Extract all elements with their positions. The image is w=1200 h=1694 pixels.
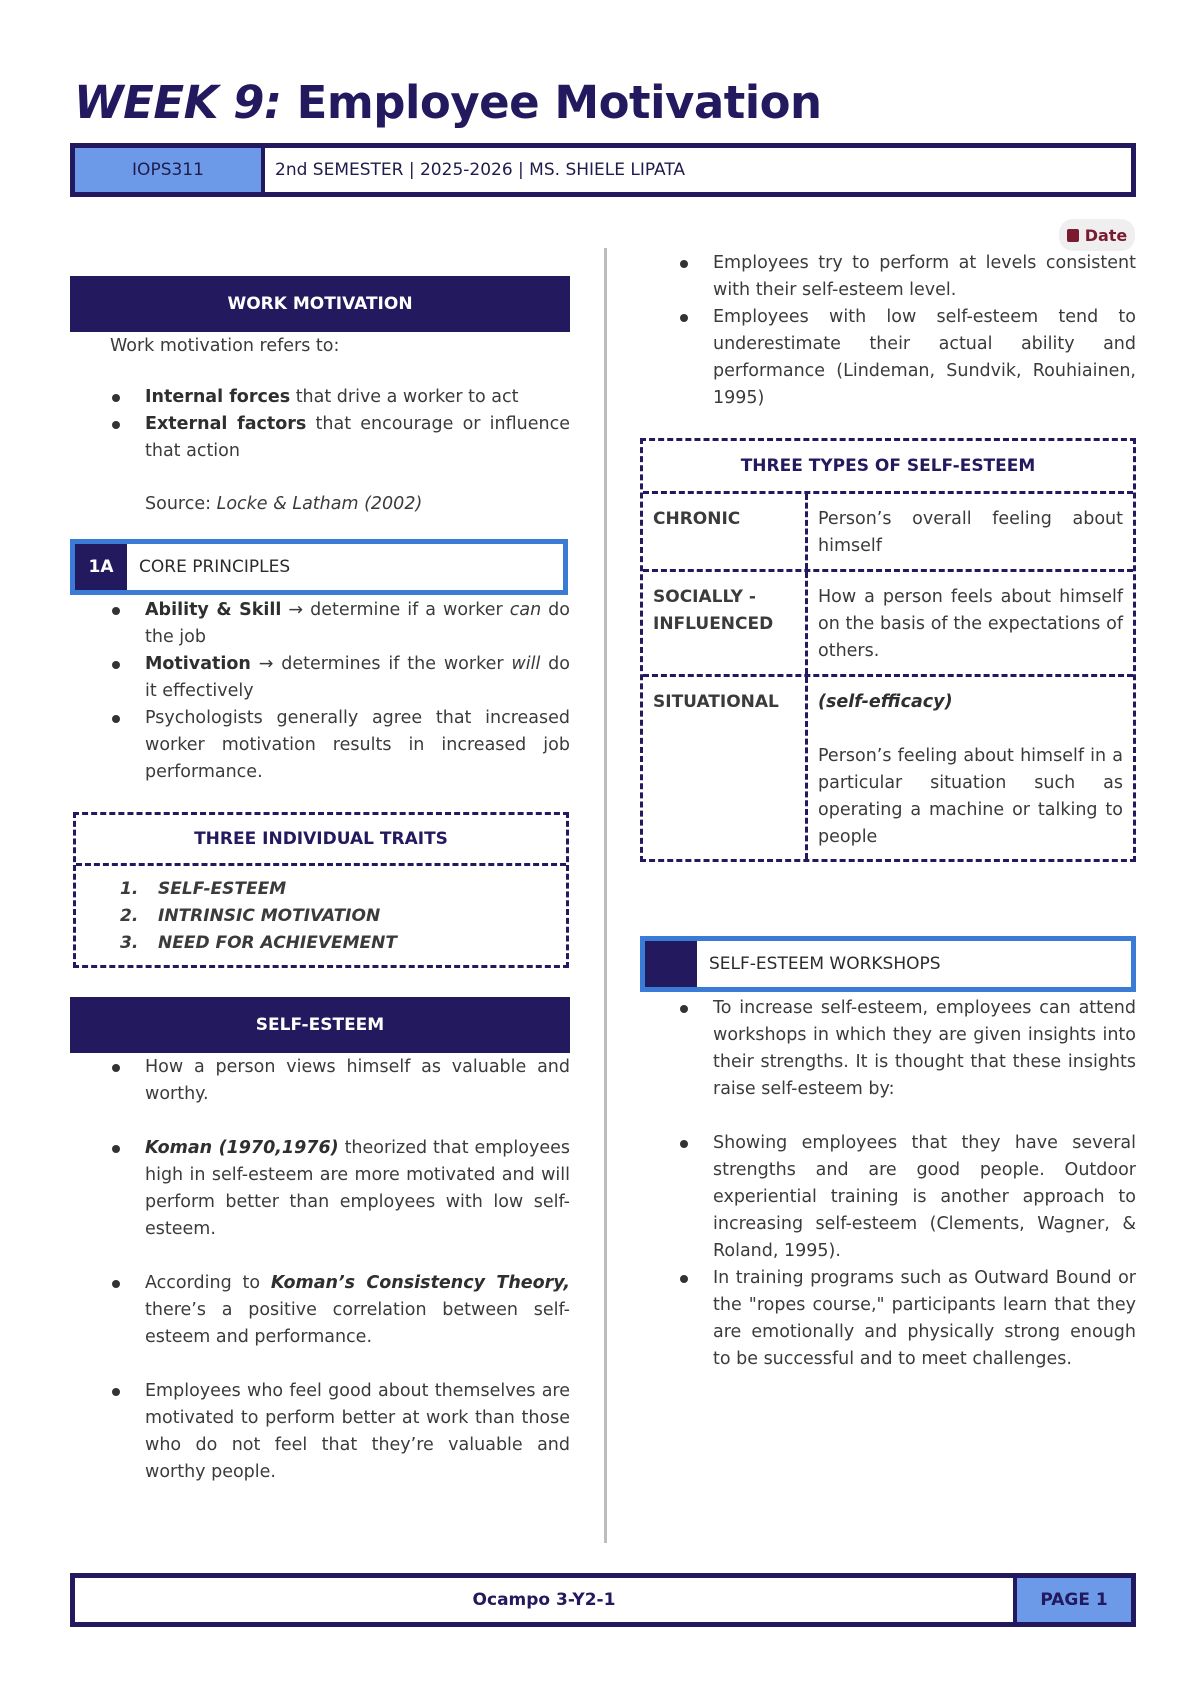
desc-emphasis: (self-efficacy) (818, 692, 953, 712)
section-label: CORE PRINCIPLES (139, 557, 291, 577)
date-chip-label: Date (1084, 225, 1128, 245)
course-code: IOPS311 (75, 148, 265, 192)
list-item: According to Koman’s Consistency Theory, there’s a positive correlation between self-esteem and performance. (108, 1270, 570, 1351)
list-item: Employees try to perform at levels consistent with their self-esteem level. (676, 250, 1136, 304)
list-item: Internal forces that drive a worker to act (108, 384, 570, 411)
desc-cell (808, 677, 1133, 859)
list-item: 3. NEED FOR ACHIEVEMENT (120, 933, 397, 953)
list-item: 1. SELF-ESTEEM (120, 879, 287, 899)
table-row (643, 494, 1133, 572)
week-label: WEEK 9: (74, 76, 282, 129)
list-item: Koman (1970,1976) theorized that employees high in self-esteem are more motivated and will perform better than employees with low self-esteem. (108, 1135, 570, 1243)
semester-info: 2nd SEMESTER | 2025-2026 | MS. SHIELE LIPATA (275, 160, 686, 180)
list-item: Motivation → determines if the worker will do it effectively (108, 651, 570, 705)
list-item: 2. INTRINSIC MOTIVATION (120, 906, 381, 926)
table-row (643, 572, 1133, 677)
core-principles-list (108, 597, 570, 786)
page-footer (70, 1573, 1136, 1627)
section-number (645, 941, 697, 987)
work-motivation-intro: Work motivation refers to: (110, 336, 340, 356)
self-esteem-continued-list (676, 250, 1136, 412)
desc-cell: Person’s overall feeling about himself (818, 509, 1123, 556)
list-item: Ability & Skill → determine if a worker can do the job (108, 597, 570, 651)
list-item: In training programs such as Outward Bound or the "ropes course," participants learn that they are emotionally and physically strong enough to be successful and to meet challenges. (676, 1265, 1136, 1373)
workshops-heading (640, 936, 1136, 992)
desc-text: Person’s feeling about himself in a particular situation such as operating a machine or talking to people (818, 746, 1123, 847)
table-row (643, 677, 1133, 859)
section-label: SELF-ESTEEM WORKSHOPS (709, 954, 941, 974)
work-motivation-heading: WORK MOTIVATION (70, 276, 570, 332)
traits-heading: THREE INDIVIDUAL TRAITS (76, 815, 566, 866)
type-cell: CHRONIC (643, 494, 808, 569)
source-citation: Source: Locke & Latham (2002) (145, 494, 423, 514)
topic-label: Employee Motivation (296, 76, 822, 129)
course-header (70, 143, 1136, 197)
list-item: To increase self-esteem, employees can attend workshops in which they are given insights into their strengths. It is thought that these insights raise self-esteem by: (676, 995, 1136, 1103)
page-number: PAGE 1 (1013, 1578, 1131, 1622)
footer-author: Ocampo 3-Y2-1 (472, 1590, 616, 1610)
desc-cell: How a person feels about himself on the basis of the expectations of others. (818, 587, 1123, 661)
self-esteem-types-table (640, 438, 1136, 862)
traits-list (76, 866, 566, 957)
traits-box (73, 812, 569, 968)
workshops-list (676, 995, 1136, 1373)
type-cell: SOCIALLY -INFLUENCED (643, 572, 808, 674)
list-item: Psychologists generally agree that increased worker motivation results in increased job performance. (108, 705, 570, 786)
core-principles-heading (70, 539, 568, 595)
list-item: Employees who feel good about themselves are motivated to perform better at work than those who do not feel that they’re valuable and worthy people. (108, 1378, 570, 1486)
type-cell: SITUATIONAL (643, 677, 808, 859)
self-esteem-heading: SELF-ESTEEM (70, 997, 570, 1053)
page-title (74, 76, 822, 129)
column-divider (604, 248, 607, 1543)
list-item: Showing employees that they have several strengths and are good people. Outdoor experiential training is another approach to increasing self-esteem (Clements, Wagner, & Roland, 1995). (676, 1130, 1136, 1265)
work-motivation-list (108, 384, 570, 465)
self-esteem-list (108, 1054, 570, 1486)
calendar-icon (1067, 229, 1079, 242)
date-chip[interactable] (1059, 219, 1135, 251)
section-number: 1A (75, 544, 127, 590)
table-heading: THREE TYPES OF SELF-ESTEEM (643, 441, 1133, 494)
list-item: How a person views himself as valuable and worthy. (108, 1054, 570, 1108)
list-item: Employees with low self-esteem tend to underestimate their actual ability and performance (Lindeman, Sundvik, Rouhiainen, 1995) (676, 304, 1136, 412)
list-item: External factors that encourage or influence that action (108, 411, 570, 465)
